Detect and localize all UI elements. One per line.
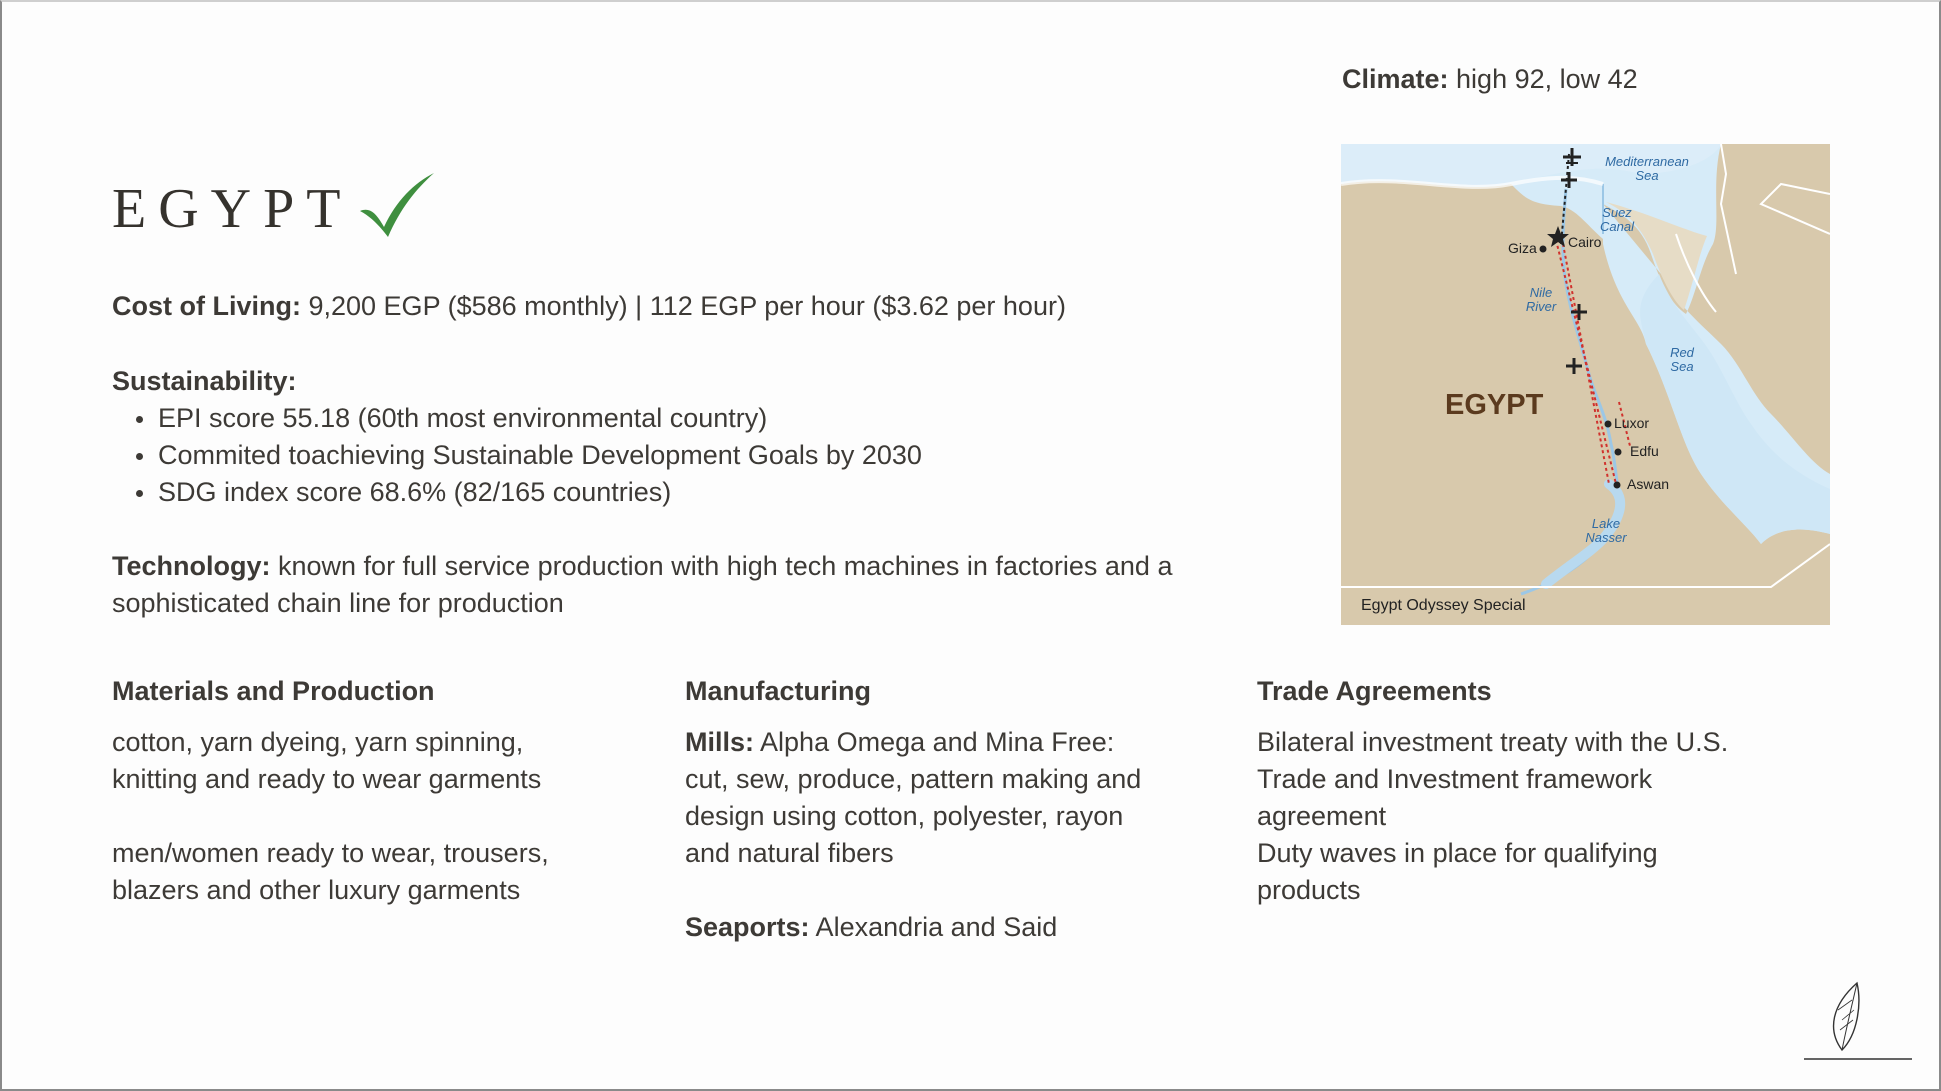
map-city-cairo: Cairo bbox=[1568, 234, 1602, 250]
trade-column bbox=[1257, 673, 1737, 909]
seaports-paragraph bbox=[685, 909, 1165, 946]
map-label-suez: Canal bbox=[1600, 219, 1634, 234]
egypt-map bbox=[1341, 144, 1830, 625]
map-label-mediterranean: Mediterranean bbox=[1605, 154, 1689, 169]
technology-label: Technology: bbox=[112, 551, 271, 581]
materials-paragraph-1: cotton, yarn dyeing, yarn spinning, knitting and ready to wear garments bbox=[112, 727, 542, 794]
check-icon bbox=[356, 171, 436, 241]
country-title bbox=[112, 177, 436, 241]
map-label-suez: Suez bbox=[1602, 205, 1632, 220]
cost-label: Cost of Living: bbox=[112, 291, 301, 321]
climate-label: Climate: bbox=[1342, 64, 1449, 94]
list-item: Commited toachieving Sustainable Development Goals by 2030 bbox=[112, 437, 922, 474]
list-item: EPI score 55.18 (60th most environmental country) bbox=[112, 400, 922, 437]
seaports-value: Alexandria and Said bbox=[809, 912, 1058, 942]
seaports-label: Seaports: bbox=[685, 912, 810, 942]
map-label-lake: Nasser bbox=[1585, 530, 1627, 545]
sustainability-section bbox=[112, 363, 922, 511]
trade-line: Duty waves in place for qualifying products bbox=[1257, 838, 1658, 905]
map-label-red-sea: Red bbox=[1670, 345, 1694, 360]
map-city-luxor: Luxor bbox=[1614, 415, 1650, 431]
map-label-mediterranean: Sea bbox=[1635, 168, 1659, 183]
cost-value: 9,200 EGP ($586 monthly) | 112 EGP per hour ($3.62 per hour) bbox=[300, 291, 1066, 321]
trade-line: Trade and Investment framework agreement bbox=[1257, 764, 1653, 831]
technology-value: known for full service production with high tech machines in factories and a sophisticated chain line for production bbox=[112, 551, 1173, 618]
materials-column bbox=[112, 673, 572, 909]
materials-heading: Materials and Production bbox=[112, 676, 435, 706]
manufacturing-heading: Manufacturing bbox=[685, 676, 871, 706]
map-country-label: EGYPT bbox=[1445, 389, 1544, 421]
map-label-red-sea: Sea bbox=[1670, 359, 1694, 374]
map-city-giza: Giza bbox=[1508, 240, 1537, 256]
map-label-nile: Nile bbox=[1529, 285, 1553, 300]
mills-label: Mills: bbox=[685, 727, 755, 757]
sustainability-list bbox=[112, 400, 922, 511]
climate-line bbox=[1342, 61, 1638, 98]
list-item: SDG index score 68.6% (82/165 countries) bbox=[112, 474, 922, 511]
leaf-icon bbox=[1802, 980, 1914, 1060]
map-caption: Egypt Odyssey Special bbox=[1361, 597, 1526, 614]
mills-value: Alpha Omega and Mina Free: cut, sew, produce, pattern making and design using cotton, polyester, rayon and natural fibers bbox=[685, 727, 1142, 868]
sustainability-label: Sustainability: bbox=[112, 366, 297, 396]
trade-line: Bilateral investment treaty with the U.S. bbox=[1257, 727, 1729, 757]
cost-of-living bbox=[112, 288, 1066, 325]
technology-section bbox=[112, 548, 1272, 622]
mills-paragraph bbox=[685, 724, 1165, 872]
map-label-nile: River bbox=[1525, 299, 1557, 314]
map-city-edfu: Edfu bbox=[1630, 443, 1659, 459]
map-label-lake: Lake bbox=[1591, 516, 1621, 531]
manufacturing-column bbox=[685, 673, 1165, 946]
materials-paragraph-2: men/women ready to wear, trousers, blazers and other luxury garments bbox=[112, 838, 549, 905]
page-title: EGYPT bbox=[112, 178, 353, 240]
trade-heading: Trade Agreements bbox=[1257, 676, 1492, 706]
map-city-aswan: Aswan bbox=[1627, 476, 1670, 492]
climate-value: high 92, low 42 bbox=[1448, 64, 1638, 94]
